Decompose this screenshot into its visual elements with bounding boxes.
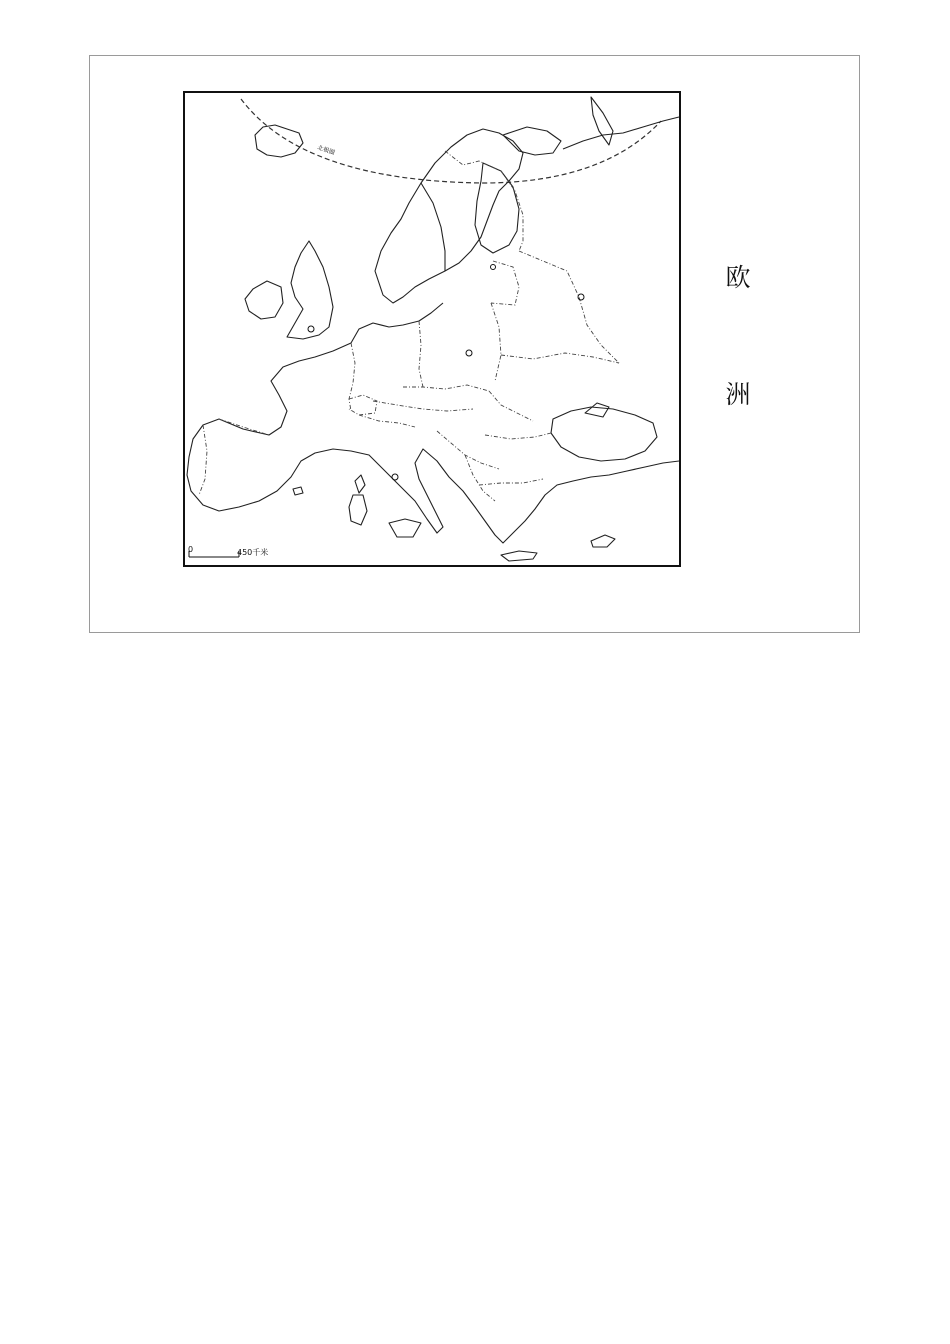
scale-end-label: 450千米 [237, 548, 269, 557]
continent-label-char-2: 洲 [725, 380, 751, 409]
europe-map [183, 91, 681, 567]
continent-label-char-1: 欧 [725, 263, 751, 292]
arctic-circle-label: 北极圈 [316, 144, 336, 157]
map-border [184, 92, 680, 566]
scale-zero-label: 0 [188, 545, 194, 554]
